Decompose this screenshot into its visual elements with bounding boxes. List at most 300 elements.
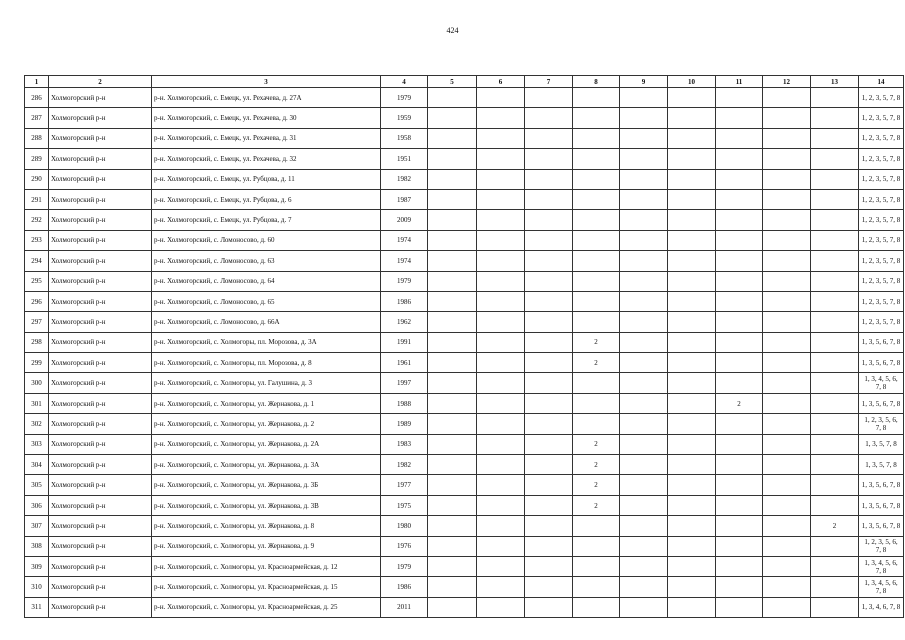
table-cell-col-10 <box>668 536 716 556</box>
table-cell-col-12 <box>763 495 811 515</box>
table-cell-col-14: 1, 2, 3, 5, 7, 8 <box>859 149 904 169</box>
table-cell-col-8 <box>573 128 620 148</box>
table-cell-col-1: 295 <box>25 271 49 291</box>
table-cell-col-7 <box>525 455 573 475</box>
table-cell-col-1: 306 <box>25 495 49 515</box>
column-header-14: 14 <box>859 76 904 88</box>
table-cell-col-12 <box>763 169 811 189</box>
table-cell-col-10 <box>668 108 716 128</box>
table-cell-col-5 <box>428 414 477 434</box>
table-cell-col-6 <box>477 373 525 393</box>
table-cell-col-10 <box>668 271 716 291</box>
table-cell-col-5 <box>428 271 477 291</box>
table-cell-col-1: 292 <box>25 210 49 230</box>
column-header-9: 9 <box>620 76 668 88</box>
table-cell-col-14: 1, 3, 4, 6, 7, 8 <box>859 597 904 617</box>
table-cell-col-2: Холмогорский р-н <box>49 169 152 189</box>
table-cell-col-8 <box>573 577 620 597</box>
table-cell-col-4: 1982 <box>381 455 428 475</box>
table-cell-col-2: Холмогорский р-н <box>49 271 152 291</box>
table-cell-col-6 <box>477 414 525 434</box>
table-row <box>25 332 904 352</box>
table-cell-col-6 <box>477 189 525 209</box>
table-cell-col-5 <box>428 536 477 556</box>
table-cell-col-9 <box>620 597 668 617</box>
table-cell-col-9 <box>620 353 668 373</box>
table-cell-col-8 <box>573 108 620 128</box>
table-cell-col-6 <box>477 169 525 189</box>
table-cell-col-10 <box>668 414 716 434</box>
table-cell-col-6 <box>477 495 525 515</box>
table-cell-col-1: 297 <box>25 312 49 332</box>
table-cell-col-14: 1, 2, 3, 5, 7, 8 <box>859 291 904 311</box>
table-cell-col-3: р-н. Холмогорский, с. Холмогоры, ул. Жернакова, д. 3А <box>152 455 381 475</box>
table-cell-col-1: 286 <box>25 88 49 108</box>
table-row <box>25 169 904 189</box>
table-cell-col-5 <box>428 149 477 169</box>
table-cell-col-7 <box>525 149 573 169</box>
table-cell-col-14: 1, 2, 3, 5, 6, 7, 8 <box>859 536 904 556</box>
table-cell-col-13 <box>811 312 859 332</box>
table-cell-col-7 <box>525 414 573 434</box>
table-cell-col-13 <box>811 373 859 393</box>
table-cell-col-7 <box>525 271 573 291</box>
table-cell-col-3: р-н. Холмогорский, с. Емецк, ул. Рехачева, д. 27А <box>152 88 381 108</box>
table-cell-col-1: 287 <box>25 108 49 128</box>
table-cell-col-2: Холмогорский р-н <box>49 210 152 230</box>
table-cell-col-4: 1986 <box>381 291 428 311</box>
table-cell-col-12 <box>763 393 811 413</box>
table-row <box>25 291 904 311</box>
table-cell-col-14: 1, 2, 3, 5, 7, 8 <box>859 271 904 291</box>
table-cell-col-2: Холмогорский р-н <box>49 88 152 108</box>
table-cell-col-2: Холмогорский р-н <box>49 189 152 209</box>
table-row <box>25 373 904 393</box>
table-cell-col-4: 1979 <box>381 556 428 576</box>
table-cell-col-5 <box>428 353 477 373</box>
table-cell-col-3: р-н. Холмогорский, с. Холмогоры, ул. Красноармейская, д. 25 <box>152 597 381 617</box>
table-cell-col-4: 2011 <box>381 597 428 617</box>
table-cell-col-5 <box>428 556 477 576</box>
table-cell-col-11 <box>716 108 763 128</box>
table-cell-col-11 <box>716 210 763 230</box>
header-row <box>25 76 904 88</box>
table-cell-col-7 <box>525 434 573 454</box>
table-cell-col-7 <box>525 495 573 515</box>
table-cell-col-1: 294 <box>25 251 49 271</box>
table-cell-col-6 <box>477 536 525 556</box>
table-cell-col-1: 300 <box>25 373 49 393</box>
table-cell-col-3: р-н. Холмогорский, с. Холмогоры, ул. Жернакова, д. 2 <box>152 414 381 434</box>
table-cell-col-7 <box>525 128 573 148</box>
table-cell-col-7 <box>525 475 573 495</box>
column-header-8: 8 <box>573 76 620 88</box>
table-cell-col-1: 290 <box>25 169 49 189</box>
table-cell-col-14: 1, 3, 4, 5, 6, 7, 8 <box>859 373 904 393</box>
table-cell-col-3: р-н. Холмогорский, с. Холмогоры, ул. Жернакова, д. 3В <box>152 495 381 515</box>
table-cell-col-12 <box>763 556 811 576</box>
table-cell-col-9 <box>620 230 668 250</box>
table-cell-col-2: Холмогорский р-н <box>49 373 152 393</box>
table-cell-col-10 <box>668 128 716 148</box>
table-cell-col-13 <box>811 536 859 556</box>
table-cell-col-4: 1977 <box>381 475 428 495</box>
table-cell-col-10 <box>668 434 716 454</box>
table-cell-col-13 <box>811 393 859 413</box>
table-cell-col-12 <box>763 230 811 250</box>
table-cell-col-8 <box>573 516 620 536</box>
table-cell-col-13 <box>811 210 859 230</box>
column-header-4: 4 <box>381 76 428 88</box>
table-cell-col-13: 2 <box>811 516 859 536</box>
table-cell-col-7 <box>525 251 573 271</box>
table-row <box>25 189 904 209</box>
column-header-7: 7 <box>525 76 573 88</box>
table-row <box>25 393 904 413</box>
table-cell-col-9 <box>620 475 668 495</box>
table-cell-col-7 <box>525 373 573 393</box>
table-cell-col-5 <box>428 108 477 128</box>
table-cell-col-4: 1959 <box>381 108 428 128</box>
table-row <box>25 149 904 169</box>
table-cell-col-14: 1, 2, 3, 5, 7, 8 <box>859 169 904 189</box>
table-cell-col-11 <box>716 373 763 393</box>
table-cell-col-1: 291 <box>25 189 49 209</box>
table-cell-col-7 <box>525 230 573 250</box>
table-cell-col-11 <box>716 577 763 597</box>
table-cell-col-6 <box>477 434 525 454</box>
table-cell-col-8: 2 <box>573 475 620 495</box>
table-cell-col-4: 1976 <box>381 536 428 556</box>
table-cell-col-12 <box>763 597 811 617</box>
table-cell-col-14: 1, 3, 5, 6, 7, 8 <box>859 516 904 536</box>
table-cell-col-13 <box>811 353 859 373</box>
table-cell-col-1: 299 <box>25 353 49 373</box>
table-cell-col-1: 298 <box>25 332 49 352</box>
table-cell-col-14: 1, 3, 4, 5, 6, 7, 8 <box>859 556 904 576</box>
table-cell-col-3: р-н. Холмогорский, с. Холмогоры, пл. Морозова, д. 3А <box>152 332 381 352</box>
table-cell-col-1: 303 <box>25 434 49 454</box>
table-cell-col-2: Холмогорский р-н <box>49 516 152 536</box>
table-cell-col-1: 308 <box>25 536 49 556</box>
table-cell-col-7 <box>525 353 573 373</box>
table-cell-col-5 <box>428 332 477 352</box>
table-cell-col-1: 310 <box>25 577 49 597</box>
table-cell-col-14: 1, 2, 3, 5, 7, 8 <box>859 210 904 230</box>
table-cell-col-13 <box>811 291 859 311</box>
table-cell-col-12 <box>763 475 811 495</box>
table-cell-col-3: р-н. Холмогорский, с. Холмогоры, ул. Красноармейская, д. 12 <box>152 556 381 576</box>
table-cell-col-9 <box>620 455 668 475</box>
table-cell-col-6 <box>477 353 525 373</box>
table-cell-col-3: р-н. Холмогорский, с. Холмогоры, ул. Жернакова, д. 3Б <box>152 475 381 495</box>
table-cell-col-2: Холмогорский р-н <box>49 495 152 515</box>
table-header <box>25 76 904 88</box>
table-cell-col-6 <box>477 251 525 271</box>
table-cell-col-4: 1989 <box>381 414 428 434</box>
table-cell-col-12 <box>763 312 811 332</box>
table-cell-col-3: р-н. Холмогорский, с. Холмогоры, пл. Морозова, д. 8 <box>152 353 381 373</box>
table-cell-col-6 <box>477 291 525 311</box>
column-header-13: 13 <box>811 76 859 88</box>
table-cell-col-5 <box>428 373 477 393</box>
table-cell-col-13 <box>811 475 859 495</box>
table-cell-col-4: 1987 <box>381 189 428 209</box>
table-cell-col-4: 1983 <box>381 434 428 454</box>
table-cell-col-7 <box>525 312 573 332</box>
table-cell-col-10 <box>668 88 716 108</box>
table-cell-col-7 <box>525 577 573 597</box>
table-cell-col-9 <box>620 556 668 576</box>
table-cell-col-8 <box>573 88 620 108</box>
table-cell-col-12 <box>763 108 811 128</box>
table-cell-col-6 <box>477 556 525 576</box>
table-cell-col-3: р-н. Холмогорский, с. Ломоносово, д. 60 <box>152 230 381 250</box>
table-cell-col-6 <box>477 393 525 413</box>
table-cell-col-14: 1, 3, 5, 7, 8 <box>859 455 904 475</box>
table-cell-col-1: 289 <box>25 149 49 169</box>
table-cell-col-12 <box>763 577 811 597</box>
table-cell-col-6 <box>477 88 525 108</box>
table-cell-col-10 <box>668 373 716 393</box>
page-number: 424 <box>446 26 459 35</box>
table-cell-col-4: 1979 <box>381 88 428 108</box>
table-cell-col-2: Холмогорский р-н <box>49 291 152 311</box>
table-cell-col-2: Холмогорский р-н <box>49 393 152 413</box>
table-cell-col-5 <box>428 312 477 332</box>
table-cell-col-8 <box>573 414 620 434</box>
table-cell-col-7 <box>525 210 573 230</box>
table-cell-col-9 <box>620 108 668 128</box>
table-cell-col-8 <box>573 189 620 209</box>
table-cell-col-8 <box>573 312 620 332</box>
table-cell-col-11 <box>716 495 763 515</box>
table-cell-col-4: 1986 <box>381 577 428 597</box>
table-cell-col-7 <box>525 393 573 413</box>
table-row <box>25 597 904 617</box>
table-cell-col-13 <box>811 230 859 250</box>
table-cell-col-11: 2 <box>716 393 763 413</box>
table-cell-col-12 <box>763 88 811 108</box>
table-cell-col-8: 2 <box>573 455 620 475</box>
table-cell-col-3: р-н. Холмогорский, с. Холмогоры, ул. Галушина, д. 3 <box>152 373 381 393</box>
table-cell-col-9 <box>620 536 668 556</box>
table-cell-col-9 <box>620 414 668 434</box>
table-cell-col-1: 309 <box>25 556 49 576</box>
table-cell-col-11 <box>716 455 763 475</box>
table-cell-col-4: 1997 <box>381 373 428 393</box>
table-cell-col-1: 301 <box>25 393 49 413</box>
table-cell-col-4: 2009 <box>381 210 428 230</box>
table-cell-col-2: Холмогорский р-н <box>49 312 152 332</box>
table-cell-col-10 <box>668 393 716 413</box>
column-header-2: 2 <box>49 76 152 88</box>
table-row <box>25 455 904 475</box>
table-cell-col-3: р-н. Холмогорский, с. Ломоносово, д. 65 <box>152 291 381 311</box>
table-cell-col-11 <box>716 88 763 108</box>
table-cell-col-8 <box>573 597 620 617</box>
table-cell-col-4: 1980 <box>381 516 428 536</box>
table-cell-col-14: 1, 3, 5, 7, 8 <box>859 434 904 454</box>
table-cell-col-7 <box>525 556 573 576</box>
table-cell-col-6 <box>477 577 525 597</box>
table-cell-col-10 <box>668 353 716 373</box>
table-cell-col-2: Холмогорский р-н <box>49 353 152 373</box>
table-cell-col-6 <box>477 108 525 128</box>
table-cell-col-2: Холмогорский р-н <box>49 577 152 597</box>
table-cell-col-4: 1982 <box>381 169 428 189</box>
table-cell-col-13 <box>811 169 859 189</box>
table-cell-col-4: 1951 <box>381 149 428 169</box>
table-cell-col-9 <box>620 88 668 108</box>
table-cell-col-2: Холмогорский р-н <box>49 128 152 148</box>
table-cell-col-3: р-н. Холмогорский, с. Ломоносово, д. 64 <box>152 271 381 291</box>
table-cell-col-9 <box>620 169 668 189</box>
table-cell-col-8 <box>573 210 620 230</box>
table-cell-col-14: 1, 3, 5, 6, 7, 8 <box>859 332 904 352</box>
table-cell-col-7 <box>525 88 573 108</box>
table-cell-col-7 <box>525 108 573 128</box>
table-cell-col-11 <box>716 332 763 352</box>
table-cell-col-10 <box>668 149 716 169</box>
table-cell-col-2: Холмогорский р-н <box>49 414 152 434</box>
table-cell-col-4: 1974 <box>381 251 428 271</box>
table-cell-col-8 <box>573 393 620 413</box>
table-cell-col-13 <box>811 189 859 209</box>
table-cell-col-12 <box>763 536 811 556</box>
table-cell-col-6 <box>477 475 525 495</box>
housing-register-table <box>24 75 904 618</box>
table-cell-col-10 <box>668 455 716 475</box>
table-cell-col-8 <box>573 230 620 250</box>
table-cell-col-2: Холмогорский р-н <box>49 434 152 454</box>
table-cell-col-6 <box>477 230 525 250</box>
table-cell-col-14: 1, 2, 3, 5, 7, 8 <box>859 251 904 271</box>
table-cell-col-11 <box>716 149 763 169</box>
table-cell-col-3: р-н. Холмогорский, с. Емецк, ул. Рубцова, д. 6 <box>152 189 381 209</box>
table-cell-col-8 <box>573 169 620 189</box>
table-row <box>25 210 904 230</box>
table-cell-col-2: Холмогорский р-н <box>49 251 152 271</box>
table-row <box>25 516 904 536</box>
table-cell-col-7 <box>525 291 573 311</box>
table-cell-col-11 <box>716 169 763 189</box>
table-cell-col-12 <box>763 149 811 169</box>
column-header-10: 10 <box>668 76 716 88</box>
table-cell-col-6 <box>477 516 525 536</box>
table-cell-col-3: р-н. Холмогорский, с. Емецк, ул. Рубцова, д. 11 <box>152 169 381 189</box>
table-cell-col-8 <box>573 373 620 393</box>
table-cell-col-9 <box>620 291 668 311</box>
table-row <box>25 312 904 332</box>
table-cell-col-3: р-н. Холмогорский, с. Емецк, ул. Рехачева, д. 30 <box>152 108 381 128</box>
table-cell-col-3: р-н. Холмогорский, с. Емецк, ул. Рехачева, д. 31 <box>152 128 381 148</box>
table-body <box>25 88 904 618</box>
table-cell-col-14: 1, 3, 5, 6, 7, 8 <box>859 475 904 495</box>
table-cell-col-7 <box>525 169 573 189</box>
table-row <box>25 88 904 108</box>
table-cell-col-7 <box>525 516 573 536</box>
table-cell-col-11 <box>716 291 763 311</box>
table-cell-col-6 <box>477 210 525 230</box>
table-cell-col-8 <box>573 536 620 556</box>
column-header-3: 3 <box>152 76 381 88</box>
table-cell-col-4: 1975 <box>381 495 428 515</box>
table-cell-col-13 <box>811 149 859 169</box>
table-cell-col-12 <box>763 434 811 454</box>
table-cell-col-6 <box>477 271 525 291</box>
table-cell-col-13 <box>811 556 859 576</box>
column-header-11: 11 <box>716 76 763 88</box>
table-cell-col-1: 304 <box>25 455 49 475</box>
table-row <box>25 577 904 597</box>
table-cell-col-9 <box>620 210 668 230</box>
table-cell-col-12 <box>763 332 811 352</box>
table-row <box>25 271 904 291</box>
table-cell-col-5 <box>428 88 477 108</box>
table-cell-col-13 <box>811 108 859 128</box>
table-row <box>25 251 904 271</box>
table-cell-col-13 <box>811 434 859 454</box>
table-cell-col-4: 1974 <box>381 230 428 250</box>
table-cell-col-7 <box>525 189 573 209</box>
table-cell-col-10 <box>668 312 716 332</box>
table-cell-col-12 <box>763 189 811 209</box>
table-row <box>25 353 904 373</box>
table-cell-col-10 <box>668 189 716 209</box>
table-cell-col-4: 1979 <box>381 271 428 291</box>
table-cell-col-11 <box>716 230 763 250</box>
table-cell-col-2: Холмогорский р-н <box>49 597 152 617</box>
table-cell-col-3: р-н. Холмогорский, с. Холмогоры, ул. Жернакова, д. 9 <box>152 536 381 556</box>
table-cell-col-9 <box>620 128 668 148</box>
table-cell-col-5 <box>428 393 477 413</box>
table-cell-col-8 <box>573 271 620 291</box>
table-cell-col-2: Холмогорский р-н <box>49 556 152 576</box>
table-cell-col-5 <box>428 434 477 454</box>
table-cell-col-5 <box>428 169 477 189</box>
column-header-6: 6 <box>477 76 525 88</box>
table-cell-col-10 <box>668 577 716 597</box>
table-cell-col-5 <box>428 210 477 230</box>
table-cell-col-4: 1991 <box>381 332 428 352</box>
table-cell-col-2: Холмогорский р-н <box>49 108 152 128</box>
table-cell-col-10 <box>668 597 716 617</box>
table-cell-col-1: 305 <box>25 475 49 495</box>
table-cell-col-13 <box>811 332 859 352</box>
column-header-1: 1 <box>25 76 49 88</box>
table-cell-col-5 <box>428 128 477 148</box>
table-row <box>25 128 904 148</box>
table-cell-col-12 <box>763 291 811 311</box>
table-cell-col-14: 1, 3, 5, 6, 7, 8 <box>859 393 904 413</box>
table-cell-col-6 <box>477 455 525 475</box>
table-cell-col-9 <box>620 332 668 352</box>
table-cell-col-3: р-н. Холмогорский, с. Ломоносово, д. 66А <box>152 312 381 332</box>
table-cell-col-14: 1, 2, 3, 5, 7, 8 <box>859 312 904 332</box>
table-cell-col-10 <box>668 332 716 352</box>
table-cell-col-6 <box>477 332 525 352</box>
table-cell-col-5 <box>428 597 477 617</box>
table-cell-col-6 <box>477 128 525 148</box>
table-cell-col-10 <box>668 495 716 515</box>
table-cell-col-5 <box>428 455 477 475</box>
table-cell-col-3: р-н. Холмогорский, с. Холмогоры, ул. Красноармейская, д. 15 <box>152 577 381 597</box>
table-cell-col-14: 1, 3, 5, 6, 7, 8 <box>859 495 904 515</box>
table-cell-col-13 <box>811 271 859 291</box>
table-row <box>25 230 904 250</box>
table-cell-col-11 <box>716 516 763 536</box>
